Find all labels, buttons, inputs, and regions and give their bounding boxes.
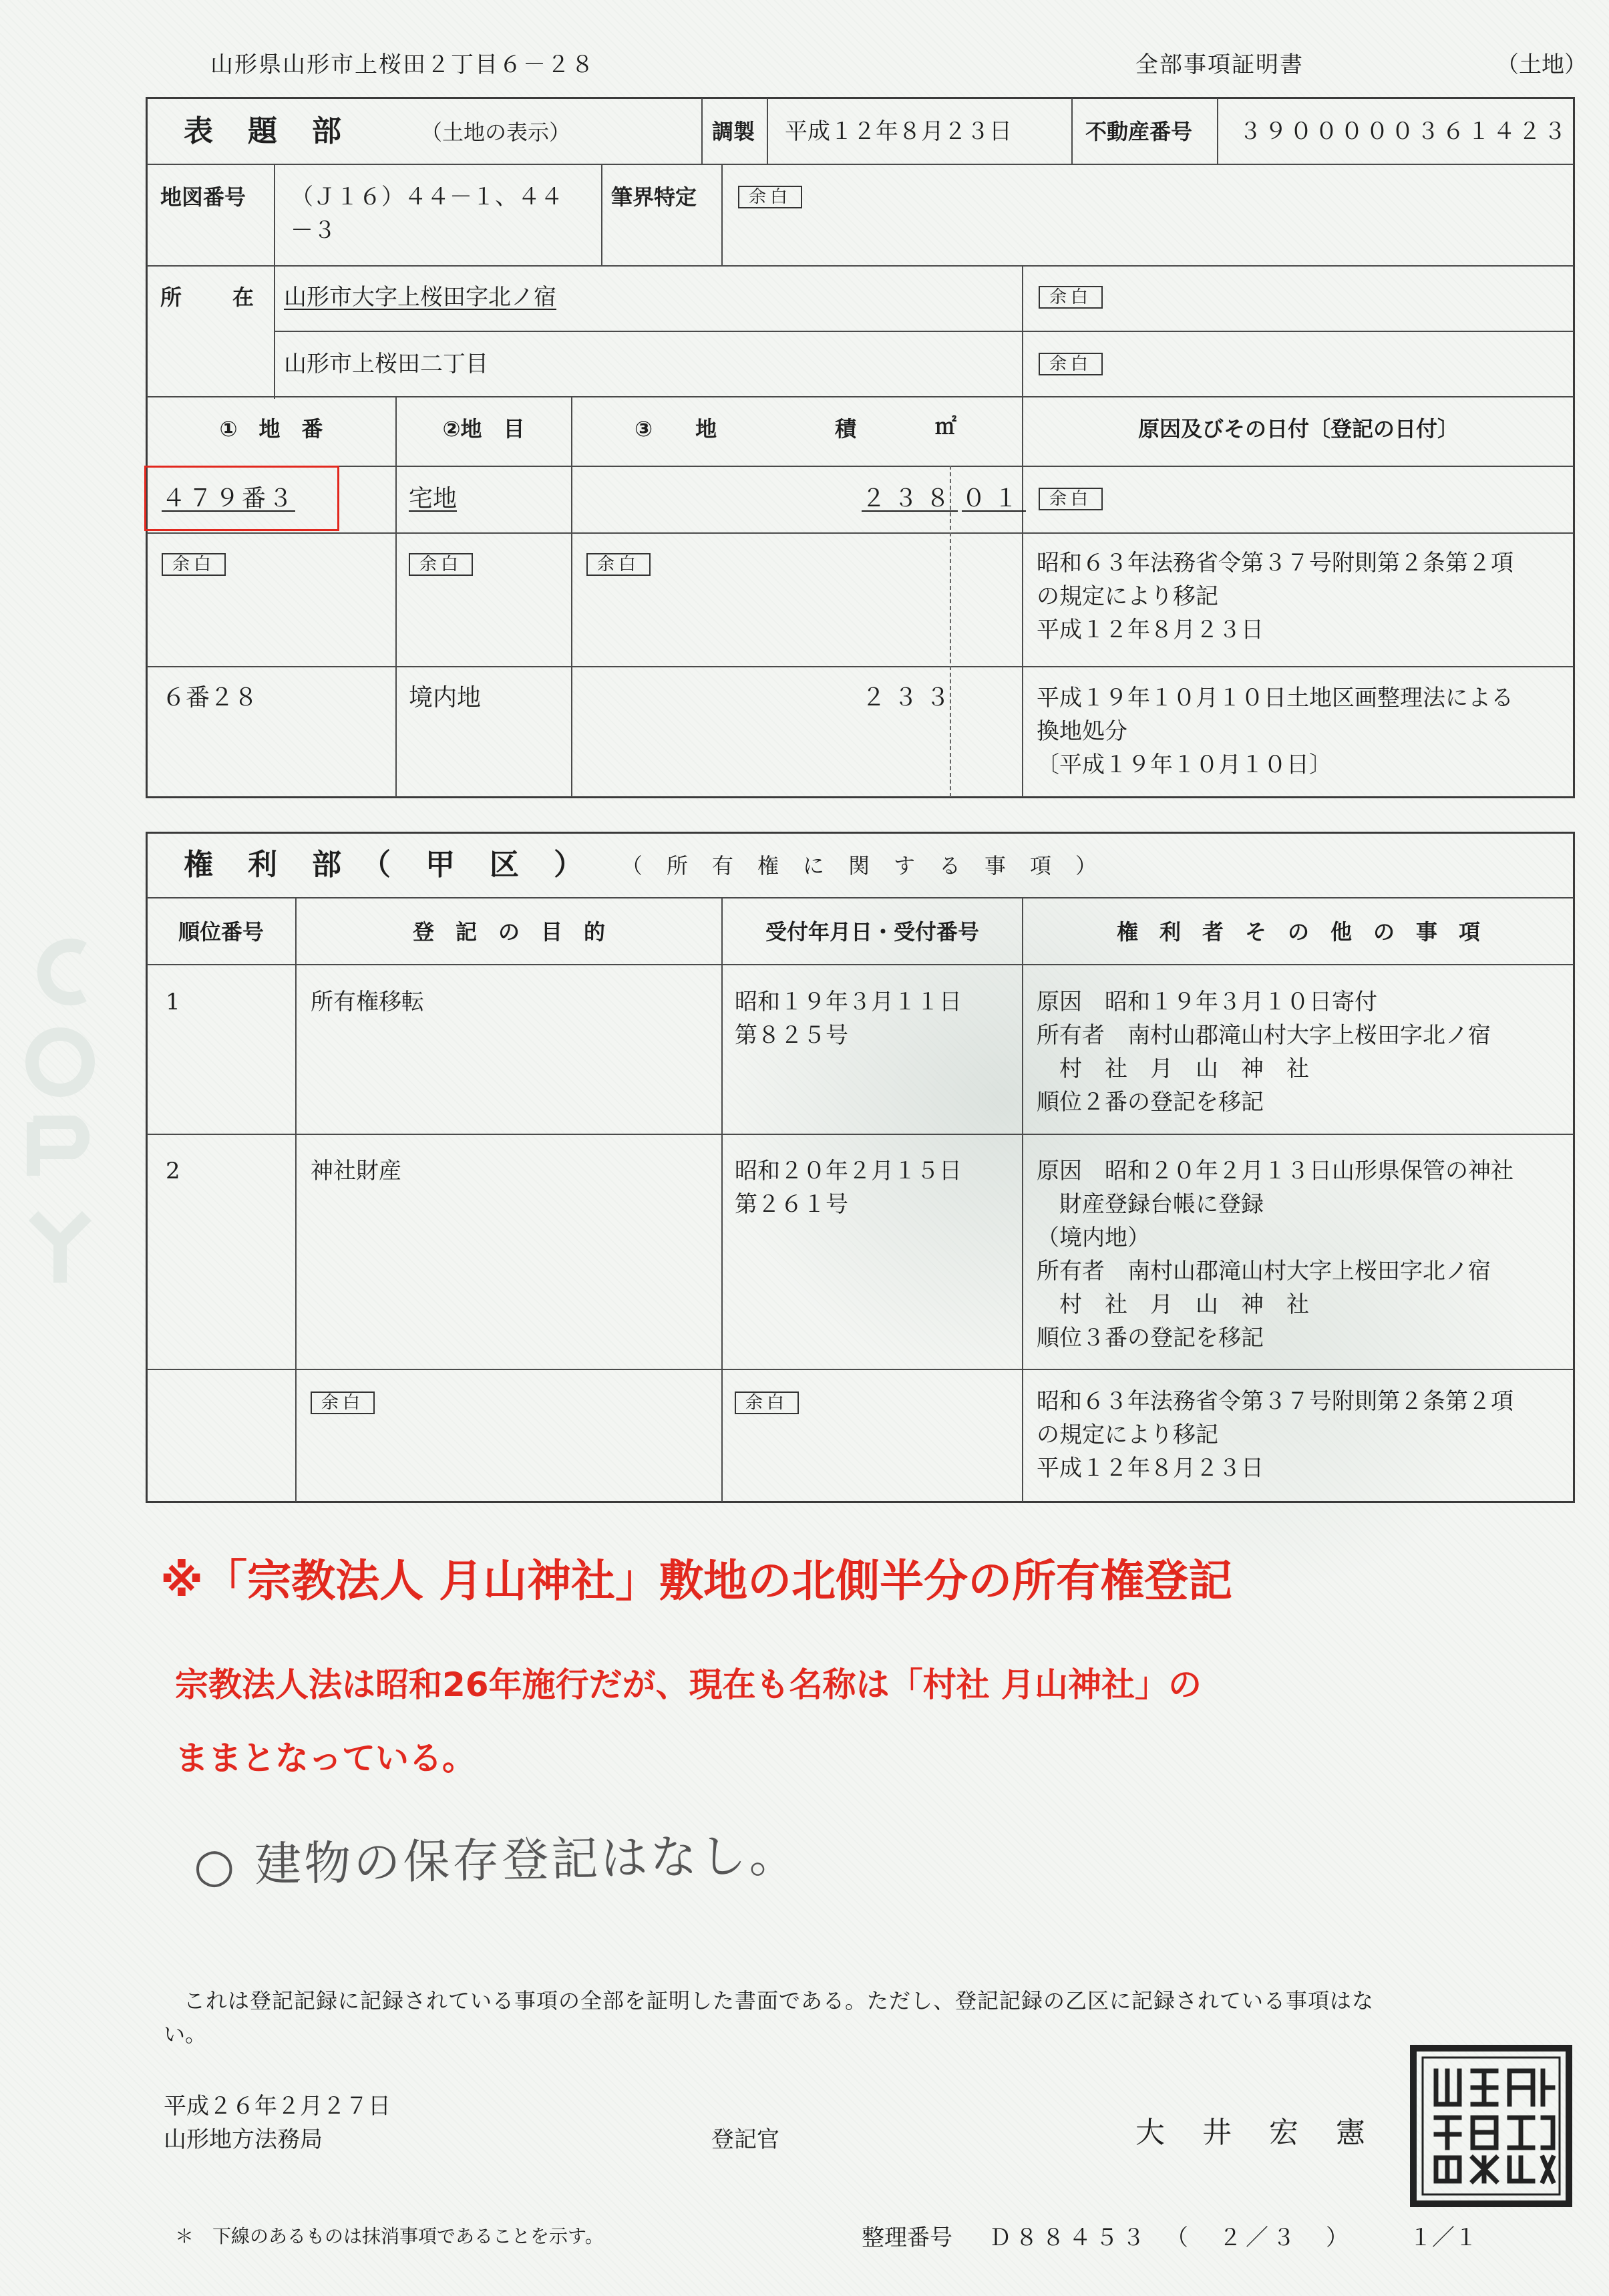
header-doc-type: （土地） [1496,51,1587,78]
kenrisha-row1-line4: 順位２番の登記を移記 [1037,1089,1264,1116]
footer-note: ＊ 下線のあるものは抹消事項であることを示す。 [175,2225,604,2247]
col-juni: 順位番号 [178,919,264,945]
area-int-row1: ２３８ [862,485,958,512]
annotation-headline: ※「宗教法人 月山神社」敷地の北側半分の所有権登記 [160,1555,1233,1607]
shozai-1: 山形市大字上桜田字北ノ宿 [284,284,556,311]
chizu-line1: （Ｊ１６）４４－１、４４ [291,184,563,210]
shozai-label: 所 在 [160,285,257,310]
kenrisha-row1-line3: 村 社 月 山 神 社 [1037,1055,1309,1082]
kenri-section-title: 権 利 部 （ 甲 区 ） [184,848,586,882]
genin-row2-line1: 昭和６３年法務省令第３７号附則第２条第２項 [1037,550,1513,577]
cert-line1: これは登記記録に記録されている事項の全部を証明した書面である。ただし、登記記録の乙区に記録されている事項はな [184,1988,1375,2013]
chizu-line2: －３ [291,217,336,244]
kenrisha-row3-line2: の規定により移記 [1037,1422,1218,1448]
page-of: （ ２／３ ） [1166,2225,1353,2251]
footer-date: 平成２６年２月２７日 [164,2093,391,2120]
kenrisha-row1-line2: 所有者 南村山郡滝山村大字上桜田字北ノ宿 [1037,1022,1491,1049]
header-doc-title: 全部事項証明書 [1135,51,1304,78]
col-genin: 原因及びその日付〔登記の日付〕 [1137,416,1459,442]
kenrisha-row2-line4: 所有者 南村山郡滝山村大字上桜田字北ノ宿 [1037,1258,1491,1285]
seiri-label: 整理番号 [862,2225,952,2251]
yohaku-box-mokuteki-row3: 余白 [311,1391,375,1414]
mokuteki-row2: 神社財産 [311,1158,401,1184]
area-int-row3: ２３３ [862,684,958,711]
yohaku-box-genin-row1: 余白 [1039,488,1103,510]
kenrisha-row2-line5: 村 社 月 山 神 社 [1037,1291,1309,1318]
genin-row2-line3: 平成１２年８月２３日 [1037,617,1264,643]
kenrisha-row2-line6: 順位３番の登記を移記 [1037,1325,1264,1351]
genin-row3-line2: 換地処分 [1037,718,1127,745]
genin-row3-line1: 平成１９年１０月１０日土地区画整理法による [1037,685,1513,711]
copy-watermark [20,922,100,1323]
col-chiseki-unit: ㎡ [935,414,957,439]
yohaku-box-hikkai: 余白 [738,186,802,208]
hyodai-section-sub: （土地の表示） [421,120,571,145]
cert-line2: い。 [164,2021,207,2047]
handwritten-note: ○ 建物の保存登記はなし。 [193,1828,799,1893]
kenrisha-row3-line1: 昭和６３年法務省令第３７号附則第２条第２項 [1037,1388,1513,1415]
footer-office: 山形地方法務局 [164,2126,323,2153]
annotation-line1: 宗教法人法は昭和26年施行だが、現在も名称は「村社 月山神社」の [175,1665,1202,1704]
fudosan-number: ３９０００００３６１４２３ [1239,118,1569,145]
fudosan-label: 不動産番号 [1085,119,1193,144]
hikkai-label: 筆界特定 [611,184,697,210]
uketsuke-row1-date: 昭和１９年３月１１日 [735,989,962,1015]
genin-row2-line2: の規定により移記 [1037,583,1218,610]
kenrisha-row3-line3: 平成１２年８月２３日 [1037,1455,1264,1482]
juni-row1: 1 [166,989,180,1015]
kenri-section-sub: （ 所 有 権 に 関 す る 事 項 ） [621,853,1099,878]
official-seal [1409,2044,1573,2208]
annotation-line2: ままとなっている。 [175,1739,476,1778]
yohaku-box-uketsuke-row3: 余白 [735,1391,799,1414]
chosei-label: 調製 [712,119,755,144]
yohaku-box-shozai-1: 余白 [1039,286,1103,309]
col-chiseki-a: ③ 地 [635,416,717,442]
genin-row3-line3: 〔平成１９年１０月１０日〕 [1037,752,1332,778]
header-address: 山形県山形市上桜田２丁目６－２８ [210,51,595,78]
page-number: １／１ [1409,2225,1477,2251]
red-highlight-box [144,466,339,531]
kenrisha-row1-line1: 原因 昭和１９年３月１０日寄付 [1037,989,1377,1015]
hyodai-section-title: 表 題 部 [184,114,344,148]
col-chiban: ① 地 番 [219,416,323,442]
juni-row2: 2 [166,1158,180,1184]
registrar-label: 登記官 [711,2126,779,2153]
chimoku-row1: 宅地 [409,485,458,512]
chiban-row1: ４７９番３ [162,485,296,512]
uketsuke-row2-date: 昭和２０年２月１５日 [735,1158,962,1184]
kenrisha-row2-line2: 財産登録台帳に登録 [1037,1191,1264,1218]
col-kenrisha: 権 利 者 そ の 他 の 事 項 [1116,919,1480,945]
yohaku-box-chiseki-row2: 余白 [586,553,651,576]
yohaku-box-chiban-row2: 余白 [162,553,226,576]
chosei-date: 平成１２年８月２３日 [785,118,1012,145]
area-dec-row1: ０１ [962,485,1027,512]
uketsuke-row1-no: 第８２５号 [735,1022,848,1049]
col-chiseki-b: 積 [835,416,857,442]
shozai-2: 山形市上桜田二丁目 [284,351,488,377]
col-mokuteki: 登 記 の 目 的 [412,919,605,945]
col-uketsuke: 受付年月日・受付番号 [765,919,979,945]
kenrisha-row2-line1: 原因 昭和２０年２月１３日山形県保管の神社 [1037,1158,1513,1184]
registrar-name: 大 井 宏 憲 [1135,2116,1369,2150]
kenrisha-row2-line3: （境内地） [1037,1224,1150,1251]
col-chimoku: ②地 目 [442,416,525,442]
chizu-label: 地図番号 [160,184,246,210]
seiri-number: Ｄ８８４５３ [989,2225,1149,2251]
chiban-row3: ６番２８ [162,684,258,711]
yohaku-box-chimoku-row2: 余白 [409,553,473,576]
yohaku-box-shozai-2: 余白 [1039,353,1103,375]
uketsuke-row2-no: 第２６１号 [735,1191,848,1218]
mokuteki-row1: 所有権移転 [311,989,424,1015]
chimoku-row3: 境内地 [409,684,482,711]
